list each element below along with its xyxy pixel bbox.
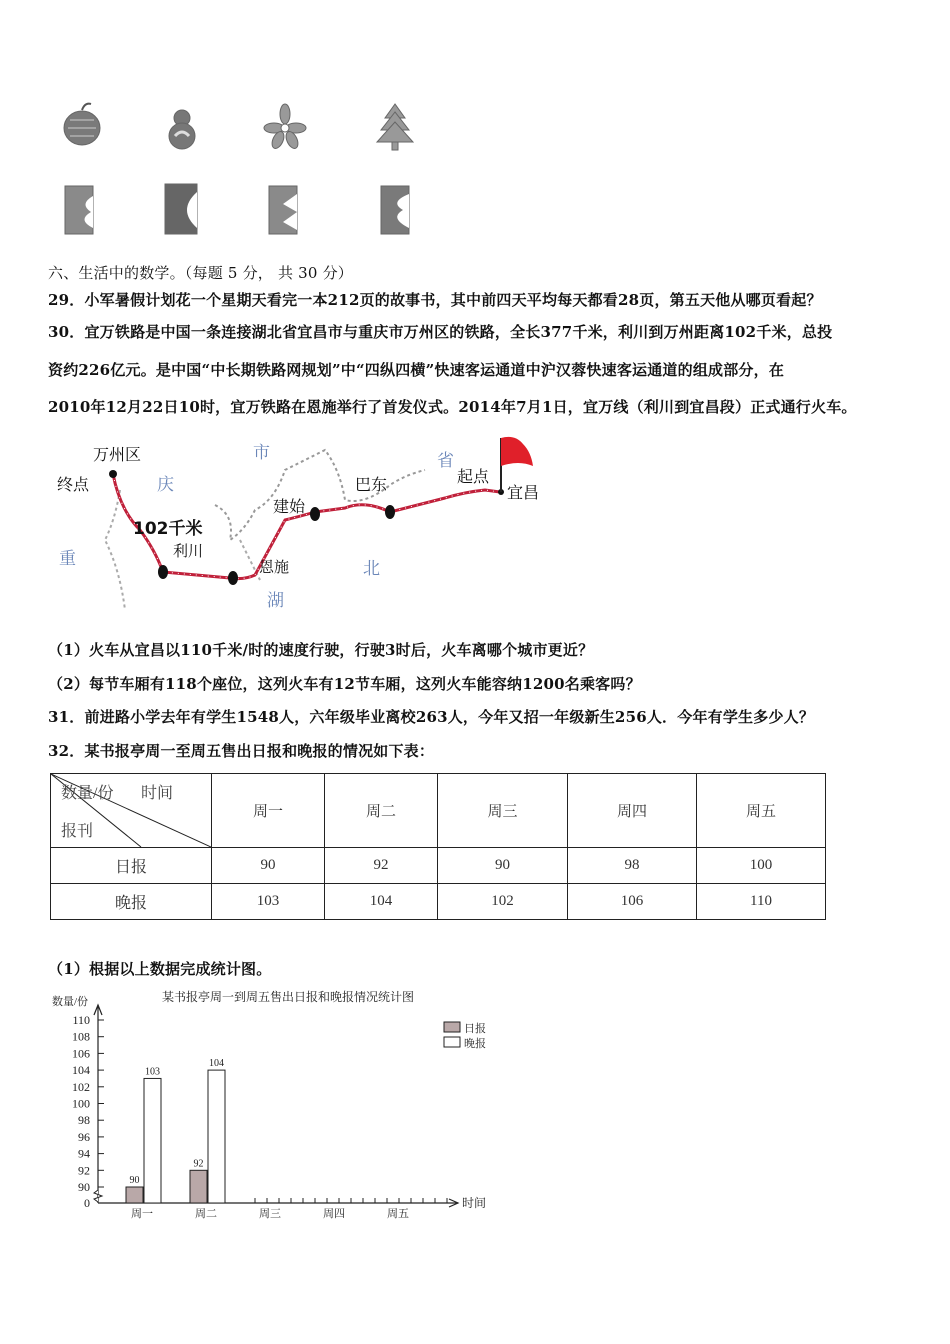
day-header: 周一 [212, 774, 325, 848]
map-label-end: 终点 [57, 475, 90, 494]
corner-quantity: 数量/份 [61, 785, 114, 802]
enshi-station-dot [228, 571, 238, 585]
apple-cut-icon [64, 104, 100, 145]
bar-daily [190, 1170, 207, 1203]
y-tick-label: 98 [78, 1113, 90, 1128]
folded-paper-2-icon [165, 184, 197, 234]
wanzhou-station-dot [109, 470, 117, 478]
folded-paper-4-icon [381, 186, 409, 234]
row-label: 日报 [51, 848, 212, 884]
bar-value-label: 103 [145, 1066, 160, 1078]
legend-swatch [444, 1022, 460, 1032]
table-cell: 103 [212, 884, 325, 920]
legend-swatch [444, 1037, 460, 1047]
y-tick-label: 100 [72, 1096, 90, 1111]
map-label-jianshi: 建始 [273, 497, 306, 516]
y-tick-label: 102 [72, 1079, 90, 1094]
paper-cut-figures [55, 100, 435, 240]
tree-cut-icon [377, 104, 413, 150]
question-29: 29．小军暑假计划花一个星期天看完一本212页的故事书，其中前四天平均每天都看28页，第五天他从哪页看起？ [48, 291, 822, 309]
chart-title: 某书报亭周一到周五售出日报和晚报情况统计图 [162, 990, 415, 1004]
corner-type: 报刊 [61, 823, 94, 840]
lichuan-station-dot [158, 565, 168, 579]
question-32: 32．某书报亭周一至周五售出日报和晚报的情况如下表： [48, 742, 435, 760]
badong-station-dot [385, 505, 395, 519]
table-cell: 102 [438, 884, 568, 920]
bar-value-label: 90 [129, 1175, 140, 1186]
corner-time: 时间 [141, 785, 174, 802]
map-label-chong: 重 [59, 549, 76, 569]
question-32-sub1: （1）根据以上数据完成统计图。 [48, 960, 272, 978]
map-label-enshi: 恩施 [259, 558, 290, 576]
x-category-label: 周四 [323, 1208, 345, 1220]
map-label-hu: 湖 [267, 591, 284, 611]
y-tick-label: 108 [72, 1029, 90, 1044]
table-corner-header [51, 774, 212, 848]
y-axis-break [94, 1190, 102, 1202]
map-label-sheng: 省 [437, 451, 454, 471]
map-label-bei: 北 [363, 559, 380, 579]
x-category-label: 周五 [387, 1208, 409, 1220]
table-cell: 104 [325, 884, 438, 920]
y-tick-label: 96 [78, 1129, 90, 1144]
question-30-sub1: （1）火车从宜昌以110千米/时的速度行驶，行驶3时后，火车离哪个城市更近？ [48, 641, 594, 659]
y-tick-label: 90 [78, 1180, 90, 1194]
flower-cut-icon [264, 104, 306, 150]
table-cell: 100 [697, 848, 826, 884]
table-cell: 90 [212, 848, 325, 884]
jianshi-station-dot [310, 507, 320, 521]
x-category-label: 周一 [131, 1208, 153, 1220]
x-axis-label: 时间 [462, 1196, 487, 1210]
sales-table [50, 773, 826, 920]
legend-label: 日报 [464, 1023, 486, 1035]
y-tick-label: 94 [78, 1146, 90, 1161]
map-label-lichuan: 利川 [173, 542, 204, 560]
folded-paper-3-icon [269, 186, 297, 234]
bar-value-label: 104 [209, 1058, 224, 1070]
section-heading: 六、生活中的数学。（每题 5 分， 共 30 分） [48, 264, 353, 282]
bar-value-label: 92 [193, 1158, 204, 1170]
map-label-start: 起点 [457, 467, 490, 486]
map-label-yichang: 宜昌 [507, 483, 540, 502]
bar-evening [208, 1070, 225, 1203]
question-30-line3: 2010年12月22日10时，宜万铁路在恩施举行了首发仪式。2014年7月1日，宜万线（利川到宜昌段）正式通行火车。 [48, 398, 857, 416]
bar-daily [126, 1187, 143, 1203]
map-label-distance: 102千米 [133, 519, 203, 539]
gourd-cut-icon [169, 110, 195, 149]
map-label-qing: 庆 [157, 475, 174, 495]
table-cell: 90 [438, 848, 568, 884]
table-cell: 110 [697, 884, 826, 920]
folded-paper-1-icon [65, 186, 93, 234]
y-tick-label: 0 [84, 1196, 90, 1210]
question-30-line1: 30．宜万铁路是中国一条连接湖北省宜昌市与重庆市万州区的铁路，全长377千米，利川到万州距离102千米，总投 [48, 323, 833, 341]
y-axis-label: 数量/份 [52, 996, 89, 1008]
table-cell: 92 [325, 848, 438, 884]
day-header: 周四 [568, 774, 697, 848]
day-header: 周三 [438, 774, 568, 848]
day-header: 周五 [697, 774, 826, 848]
map-label-wanzhou: 万州区 [93, 445, 142, 464]
question-30-sub2: （2）每节车厢有118个座位，这列火车有12节车厢，这列火车能容纳1200名乘客吗？ [48, 675, 641, 693]
table-cell: 106 [568, 884, 697, 920]
x-category-label: 周三 [259, 1208, 281, 1220]
x-category-label: 周二 [195, 1208, 217, 1220]
day-header: 周二 [325, 774, 438, 848]
question-30-line2: 资约226亿元。是中国“中长期铁路网规划”中“四纵四横”快速客运通道中沪汉蓉快速客运通道的组成部分，在 [48, 361, 785, 379]
y-tick-label: 104 [72, 1063, 90, 1078]
map-label-badong: 巴东 [355, 475, 388, 494]
railway-map [45, 430, 545, 615]
y-tick-label: 110 [72, 1013, 90, 1027]
legend-label: 晚报 [464, 1038, 486, 1050]
map-label-shi: 市 [253, 443, 270, 463]
bar-evening [144, 1078, 161, 1203]
y-tick-label: 106 [72, 1046, 90, 1061]
table-cell: 98 [568, 848, 697, 884]
sales-bar-chart [40, 985, 510, 1225]
y-tick-label: 92 [78, 1163, 90, 1178]
question-31: 31．前进路小学去年有学生1548人，六年级毕业离校263人，今年又招一年级新生256人．今年有学生多少人？ [48, 708, 815, 726]
row-label: 晚报 [51, 884, 212, 920]
